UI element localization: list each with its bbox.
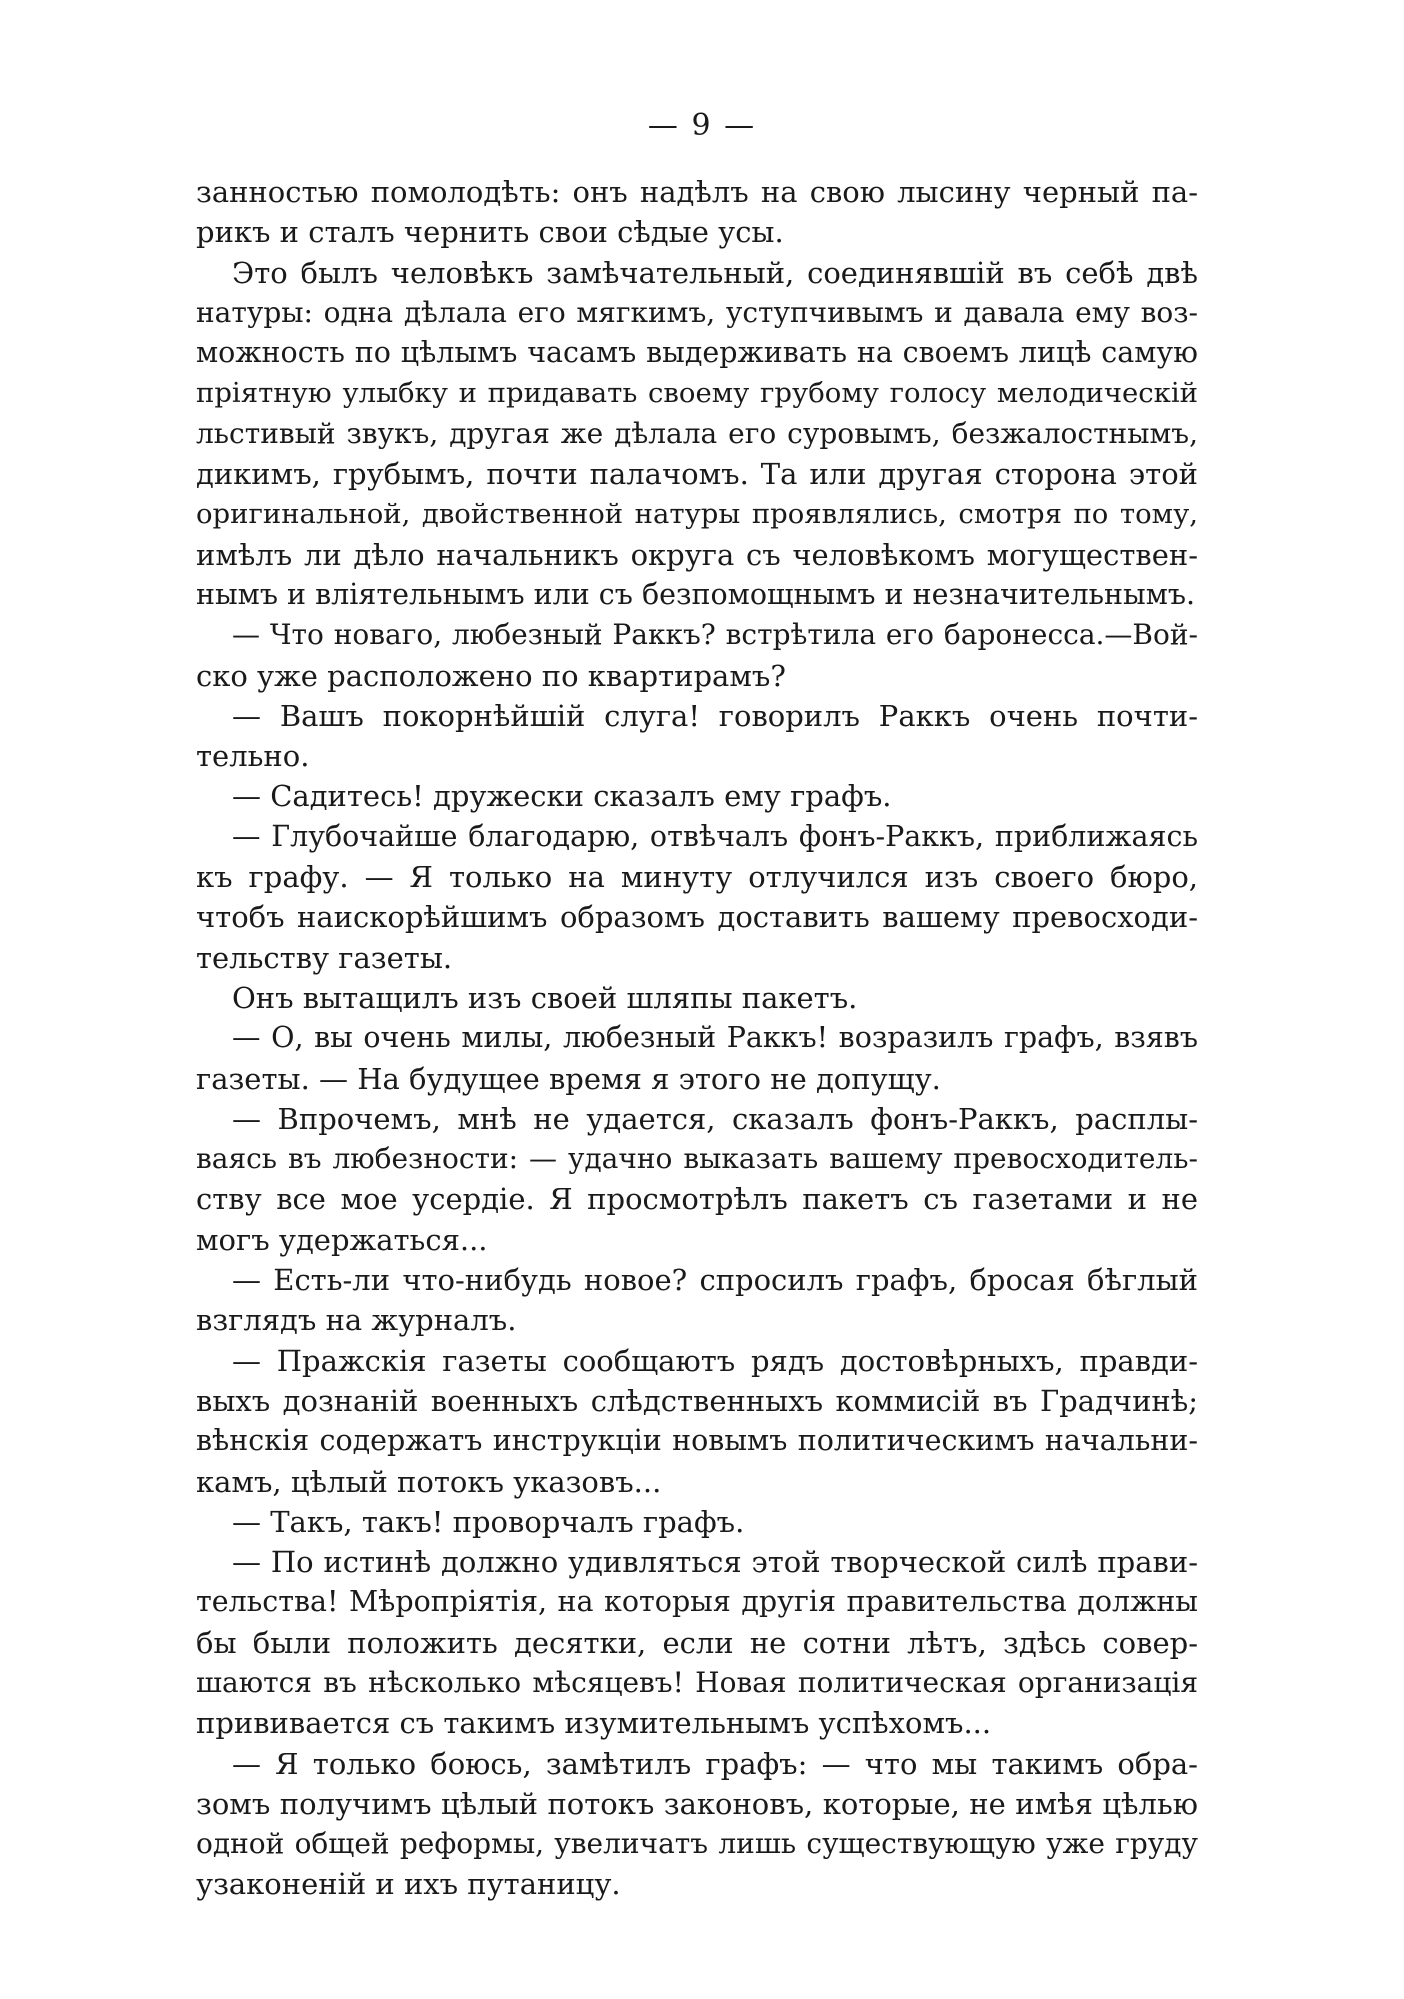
- text-line: чтобъ наискорѣйшимъ образомъ доставить вашему превосходи-: [196, 900, 1198, 935]
- text-line: льстивый звукъ, другая же дѣлала его суровымъ, безжалостнымъ,: [196, 416, 1198, 450]
- text-line: дикимъ, грубымъ, почти палачомъ. Та или другая сторона этой: [196, 457, 1198, 492]
- text-line: — Глубочайше благодарю, отвѣчалъ фонъ-Раккъ, приближаясь: [232, 819, 1198, 853]
- text-line: — Садитесь! дружески сказалъ ему графъ.: [232, 779, 892, 814]
- text-line: зомъ получимъ цѣлый потокъ законовъ, которые, не имѣя цѣлью: [196, 1786, 1198, 1821]
- text-line: взглядъ на журналъ.: [196, 1303, 517, 1338]
- text-line: — Вашъ покорнѣйшій слуга! говорилъ Раккъ очень почти-: [232, 698, 1198, 733]
- text-line: ваясь въ любезности: — удачно выказать вашему превосходитель-: [196, 1142, 1198, 1176]
- text-line: нымъ и вліятельнымъ или съ безпомощнымъ и незначительнымъ.: [196, 577, 1196, 611]
- text-line: ско уже расположено по квартирамъ?: [196, 658, 786, 693]
- text-line: выхъ дознаній военныхъ слѣдственныхъ коммисій въ Градчинѣ;: [196, 1383, 1198, 1418]
- page-number: — 9 —: [647, 108, 757, 143]
- text-line: оригинальной, двойственной натуры проявлялись, смотря по тому,: [196, 498, 1198, 531]
- text-line: къ графу. — Я только на минуту отлучился изъ своего бюро,: [196, 860, 1198, 895]
- text-line: Это былъ человѣкъ замѣчательный, соединявшій въ себѣ двѣ: [232, 255, 1198, 290]
- text-line: камъ, цѣлый потокъ указовъ...: [196, 1464, 662, 1499]
- text-line: рикъ и сталъ чернить свои сѣдые усы.: [196, 215, 784, 250]
- text-line: — Что новаго, любезный Раккъ? встрѣтила его баронесса.—Вой-: [232, 618, 1198, 652]
- text-line: бы были положить десятки, если не сотни лѣтъ, здѣсь совер-: [196, 1625, 1198, 1660]
- text-line: шаются въ нѣсколько мѣсяцевъ! Новая политическая организація: [196, 1665, 1198, 1699]
- body-text: [196, 172, 1198, 1905]
- text-line: — О, вы очень милы, любезный Раккъ! возразилъ графъ, взявъ: [232, 1021, 1198, 1055]
- text-line: тельства! Мѣропріятія, на которыя другія правительства должны: [196, 1585, 1198, 1619]
- text-line: можность по цѣлымъ часамъ выдерживать на своемъ лицѣ самую: [196, 336, 1198, 370]
- text-line: пріятную улыбку и придавать своему грубому голосу мелодическій: [196, 377, 1198, 410]
- text-line: одной общей реформы, увеличатъ лишь существующую уже груду: [196, 1827, 1198, 1861]
- text-line: тельно.: [196, 739, 310, 774]
- text-line: занностью помолодѣть: онъ надѣлъ на свою лысину черный па-: [196, 175, 1198, 209]
- text-line: — Я только боюсь, замѣтилъ графъ: — что мы такимъ обра-: [232, 1746, 1198, 1781]
- text-line: натуры: одна дѣлала его мягкимъ, уступчивымъ и давала ему воз-: [196, 295, 1198, 329]
- text-line: — Впрочемъ, мнѣ не удается, сказалъ фонъ-Раккъ, расплы-: [232, 1101, 1198, 1136]
- text-line: Онъ вытащилъ изъ своей шляпы пакетъ.: [232, 980, 858, 1015]
- text-line: могъ удержаться...: [196, 1222, 488, 1257]
- text-line: газеты. — На будущее время я этого не допущу.: [196, 1061, 941, 1096]
- text-line: — Пражскія газеты сообщаютъ рядъ достовѣрныхъ, правди-: [232, 1343, 1198, 1378]
- text-line: — Есть-ли что-нибудь новое? спросилъ графъ, бросая бѣглый: [232, 1263, 1198, 1298]
- text-line: прививается съ такимъ изумительнымъ успѣхомъ...: [196, 1706, 992, 1741]
- text-line: узаконеній и ихъ путаницу.: [196, 1867, 621, 1902]
- text-line: ству все мое усердіе. Я просмотрѣлъ пакетъ съ газетами и не: [196, 1182, 1198, 1217]
- text-line: имѣлъ ли дѣло начальникъ округа съ человѣкомъ могуществен-: [196, 537, 1198, 572]
- text-line: — По истинѣ должно удивляться этой творческой силѣ прави-: [232, 1545, 1198, 1580]
- text-line: тельству газеты.: [196, 940, 453, 975]
- text-line: вѣнскія содержатъ инструкціи новымъ политическимъ начальни-: [196, 1424, 1198, 1458]
- text-line: — Такъ, такъ! проворчалъ графъ.: [232, 1504, 745, 1539]
